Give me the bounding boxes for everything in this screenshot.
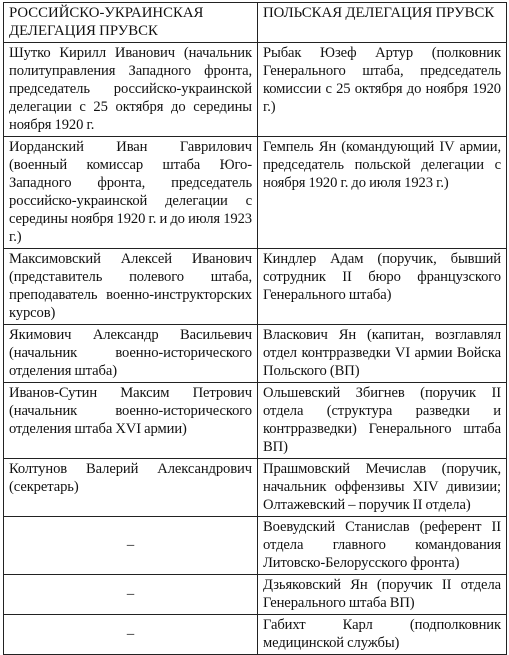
table-row [4, 137, 507, 249]
header-russian-ukrainian-delegation: РОССИЙСКО-УКРАИНСКАЯ ДЕЛЕГАЦИЯ ПРУВСК [4, 3, 258, 43]
table-row [4, 575, 507, 615]
table-header-row [4, 3, 507, 43]
table-row [4, 459, 507, 517]
table-row [4, 383, 507, 459]
polish-delegate-cell: Дзьяковский Ян (поручик II отдела Генерального штаба ВП) [258, 575, 507, 615]
russian-delegate-cell: Максимовский Алексей Иванович (представитель полевого штаба, преподаватель военно-инструкторских курсов) [4, 249, 258, 325]
russian-delegate-cell: Шутко Кирилл Иванович (начальник политуправления Западного фронта, председатель российско-украинской делегации с 25 октября до середины ноября 1920 г. [4, 43, 258, 137]
russian-delegate-cell: Иорданский Иван Гаврилович (военный комиссар штаба Юго-Западного фронта, председатель российско-украинской делегации с середины ноября 1920 г. и до июля 1923 г.) [4, 137, 258, 249]
polish-delegate-cell: Прашмовский Мечислав (поручик, начальник оффензивы XIV дивизии; Олтажевский – поручик II отдела) [258, 459, 507, 517]
table-row [4, 615, 507, 655]
empty-dash-cell: – [4, 575, 258, 615]
russian-delegate-cell: Иванов-Сутин Максим Петрович (начальник военно-исторического отделения штаба XVI армии) [4, 383, 258, 459]
polish-delegate-cell: Воевудский Станислав (референт II отдела главного командования Литовско-Белорусского фронта) [258, 517, 507, 575]
delegation-table [3, 2, 507, 655]
table-row [4, 249, 507, 325]
table-row [4, 325, 507, 383]
polish-delegate-cell: Ольшевский Збигнев (поручик II отдела (структура разведки и контрразведки) Генерального штаба ВП) [258, 383, 507, 459]
header-polish-delegation: ПОЛЬСКАЯ ДЕЛЕГАЦИЯ ПРУВСК [258, 3, 507, 43]
russian-delegate-cell: Колтунов Валерий Александрович (секретарь) [4, 459, 258, 517]
table-row [4, 43, 507, 137]
polish-delegate-cell: Гемпель Ян (командующий IV армии, председатель польской делегации с ноября 1920 г. до июля 1923 г.) [258, 137, 507, 249]
empty-dash-cell: – [4, 615, 258, 655]
russian-delegate-cell: Якимович Александр Васильевич (начальник военно-исторического отделения штаба) [4, 325, 258, 383]
polish-delegate-cell: Рыбак Юзеф Артур (полковник Генерального штаба, председатель комиссии с 25 октября до ноября 1920 г.) [258, 43, 507, 137]
table-row [4, 517, 507, 575]
polish-delegate-cell: Власкович Ян (капитан, возглавлял отдел контрразведки VI армии Войска Польского (ВП) [258, 325, 507, 383]
empty-dash-cell: – [4, 517, 258, 575]
polish-delegate-cell: Киндлер Адам (поручик, бывший сотрудник II бюро французского Генерального штаба) [258, 249, 507, 325]
polish-delegate-cell: Габихт Карл (подполковник медицинской службы) [258, 615, 507, 655]
